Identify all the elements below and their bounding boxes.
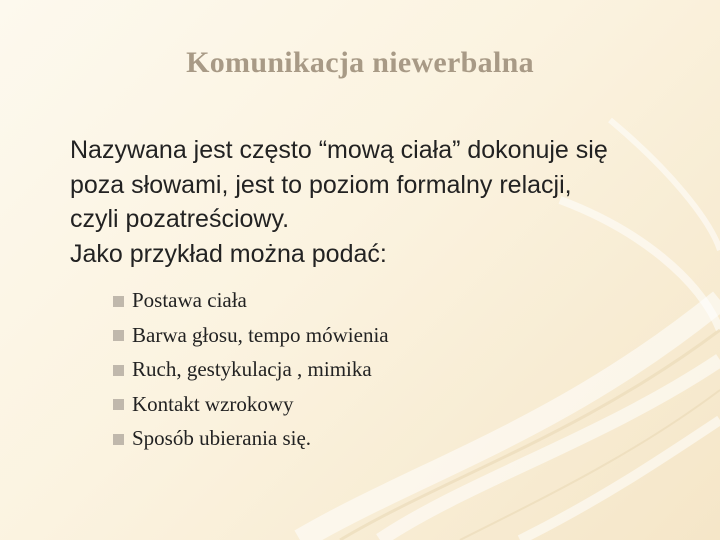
intro-line: poza słowami, jest to poziom formalny relacji, xyxy=(70,170,572,199)
slide-title: Komunikacja niewerbalna xyxy=(186,46,534,79)
square-bullet-icon xyxy=(113,399,124,410)
list-item xyxy=(113,352,389,387)
list-item xyxy=(113,421,389,456)
intro-paragraph xyxy=(70,133,700,271)
bullet-list xyxy=(113,283,389,456)
intro-line: czyli pozatreściowy. xyxy=(70,205,290,233)
square-bullet-icon xyxy=(113,434,124,445)
list-item xyxy=(113,387,389,422)
square-bullet-icon xyxy=(113,330,124,341)
list-item-label: Barwa głosu, tempo mówienia xyxy=(132,322,389,347)
intro-line: Jako przykład można podać: xyxy=(70,239,387,268)
list-item-label: Kontakt wzrokowy xyxy=(132,391,294,416)
list-item xyxy=(113,283,389,318)
list-item-label: Postawa ciała xyxy=(132,288,247,312)
list-item-label: Sposób ubierania się. xyxy=(132,426,312,450)
square-bullet-icon xyxy=(113,365,124,376)
square-bullet-icon xyxy=(113,296,124,307)
list-item xyxy=(113,318,389,353)
list-item-label: Ruch, gestykulacja , mimika xyxy=(132,357,372,381)
intro-line: Nazywana jest często “mową ciała” dokonuje się xyxy=(70,136,608,164)
